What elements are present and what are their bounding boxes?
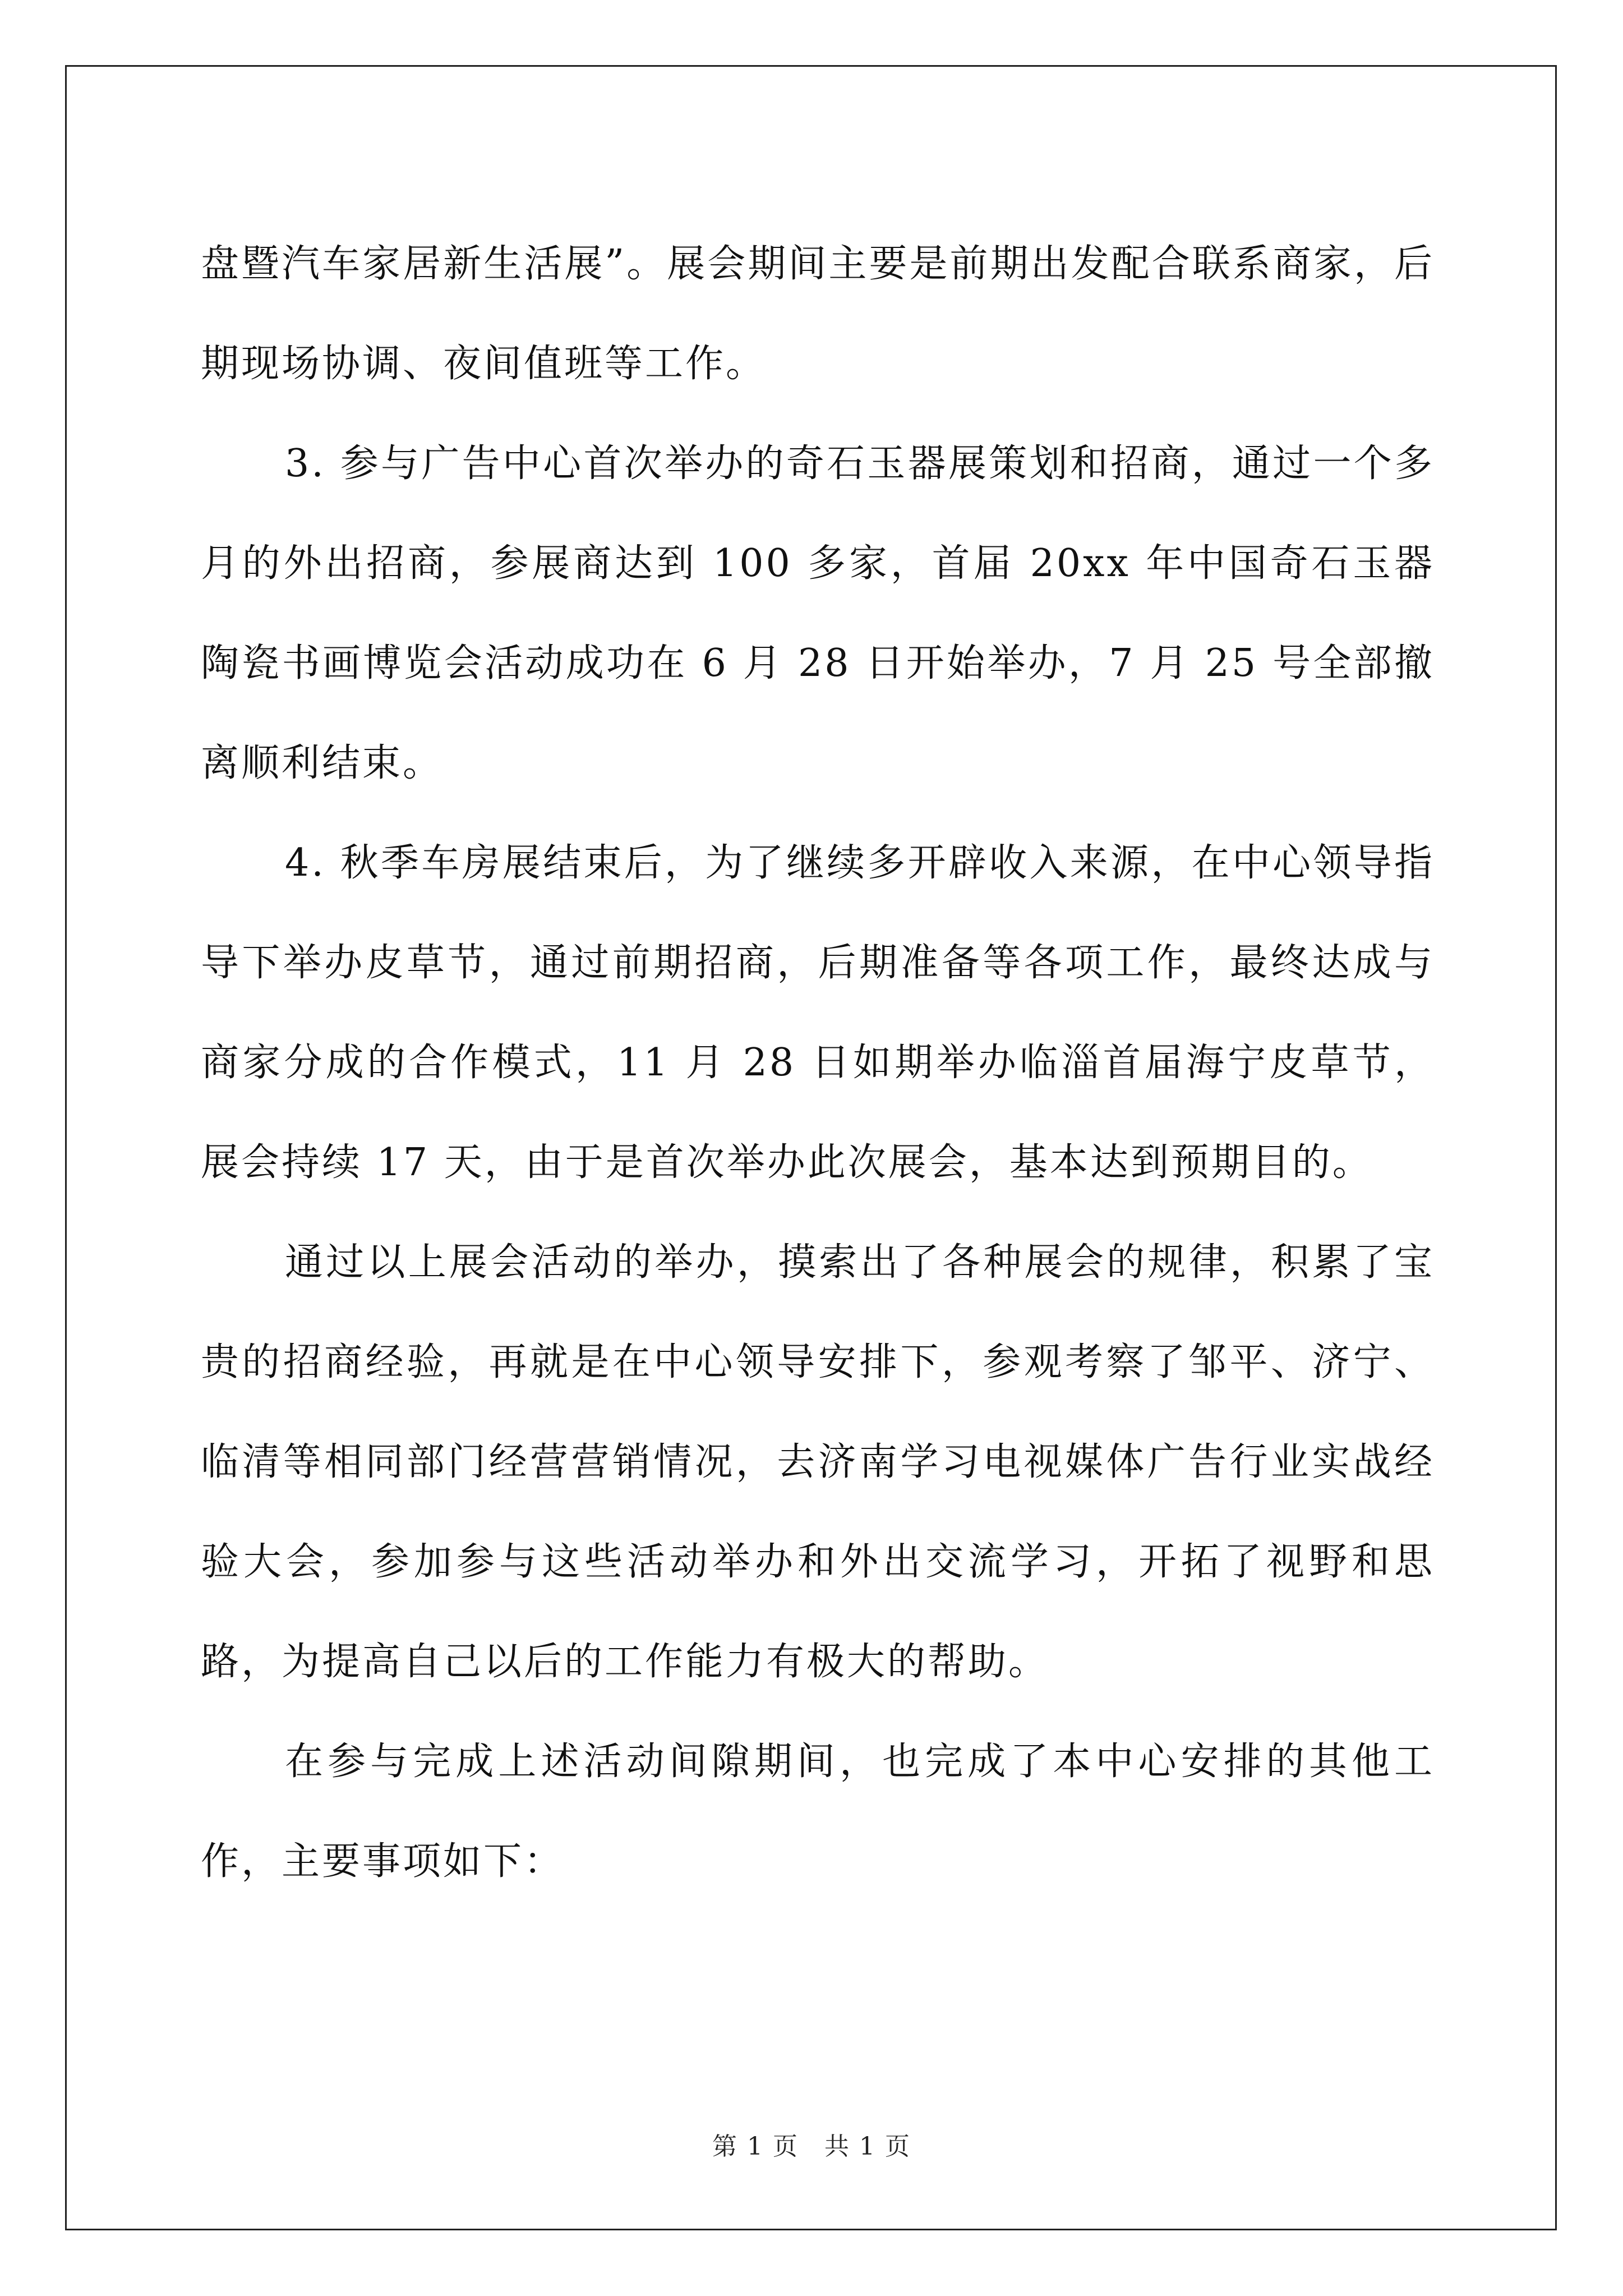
page-footer: 第 1 页 共 1 页: [712, 2132, 911, 2161]
paragraph-item-3: 3. 参与广告中心首次举办的奇石玉器展策划和招商，通过一个多月的外出招商，参展商达到 100 多家，首届 20xx 年中国奇石玉器陶瓷书画博览会活动成功在 6 月 28 日开始举办，7 月 25 号全部撤离顺利结束。: [201, 441, 1435, 785]
document-body: [201, 214, 1435, 1912]
paragraph-summary: 通过以上展会活动的举办，摸索出了各种展会的规律，积累了宝贵的招商经验，再就是在中心领导安排下，参观考察了邹平、济宁、临清等相同部门经营营销情况，去济南学习电视媒体广告行业实战经验大会，参加参与这些活动举办和外出交流学习，开拓了视野和思路，为提高自己以后的工作能力有极大的帮助。: [201, 1240, 1435, 1684]
paragraph-item-4: 4. 秋季车房展结束后，为了继续多开辟收入来源，在中心领导指导下举办皮草节，通过前期招商，后期准备等各项工作，最终达成与商家分成的合作模式，11 月 28 日如期举办临淄首届海宁皮草节，展会持续 17 天，由于是首次举办此次展会，基本达到预期目的。: [201, 841, 1435, 1185]
paragraph-other-work: 在参与完成上述活动间隙期间，也完成了本中心安排的其他工作，主要事项如下：: [201, 1740, 1435, 1884]
paragraph-continuation: 盘暨汽车家居新生活展”。展会期间主要是前期出发配合联系商家，后期现场协调、夜间值班等工作。: [201, 242, 1435, 386]
